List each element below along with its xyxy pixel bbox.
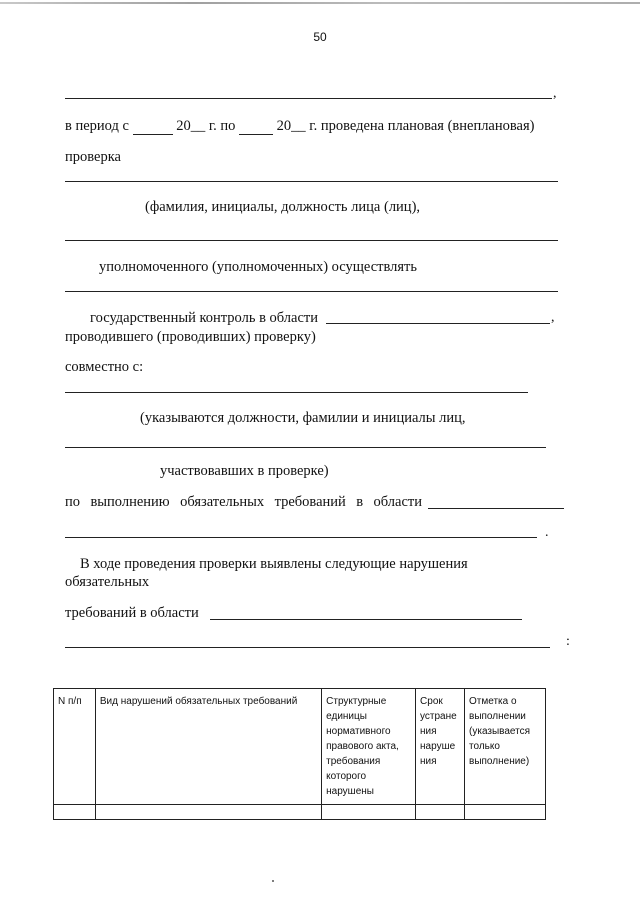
req-word: выполнению [90,494,170,510]
table-cell [95,805,321,820]
req-word: требований [274,494,346,510]
period-prefix: в период с [65,118,129,134]
page-number: 50 [313,30,327,44]
control-text: государственный контроль в области [90,310,319,326]
header-violation-type: Вид нарушений обязательных требований [95,689,321,805]
req-word: по [65,494,81,510]
blank-line [65,291,558,292]
requirements-area-label: требований в области [65,605,199,621]
requirements-text [65,493,422,511]
req-word: обязательных [180,494,265,510]
blank-line [65,647,550,648]
findings-text: В ходе проведения проверки выявлены следующие нарушения [80,556,468,572]
caption-inspector: (фамилия, инициалы, должность лица (лиц), [145,199,421,215]
table-row [54,805,546,820]
blank-line [65,98,552,99]
caption-authorized: уполномоченного (уполномоченных) осуществлять [99,259,418,275]
header-deadline: Срок устране ния наруше ния [416,689,465,805]
separator: , [551,310,555,325]
req-word: области [373,494,422,510]
table-cell [465,805,546,820]
header-number: N п/п [54,689,96,805]
separator: , [553,86,557,101]
findings-text-cont: обязательных [65,574,150,590]
table-cell [54,805,96,820]
scan-speck [272,880,274,882]
req-word: в [356,494,364,510]
caption-participants: (указываются должности, фамилии и инициалы лиц, [140,410,466,426]
blank-line [326,323,550,324]
year-end: 20__ г. [276,118,318,134]
table-header-row [54,689,546,805]
period-by: по [220,118,236,134]
blank-field [239,121,273,135]
separator: . [545,525,549,540]
blank-field [133,121,173,135]
header-completion-mark: Отметка о выполнении (указывается только выполнение) [465,689,546,805]
together-label: совместно с: [65,359,144,375]
blank-line [65,447,546,448]
violations-table [53,688,546,820]
caption-participated: участвовавших в проверке) [160,463,329,479]
scan-edge [0,2,640,4]
proverka-label: проверка [65,149,121,165]
header-legal-units: Структурные единицы нормативного правового акта, требования которого нарушены [322,689,416,805]
blank-line [65,240,558,241]
year-start: 20__ г. [176,118,217,134]
period-suffix: проведена плановая (внеплановая) [320,118,535,134]
blank-line [65,392,528,393]
separator: : [566,634,570,649]
period-line [65,117,534,135]
table-cell [416,805,465,820]
table-cell [322,805,416,820]
blank-line [210,619,522,620]
conducted-text: проводившего (проводивших) проверку) [65,329,316,345]
blank-line [65,537,537,538]
blank-line [428,508,564,509]
blank-line [65,181,558,182]
